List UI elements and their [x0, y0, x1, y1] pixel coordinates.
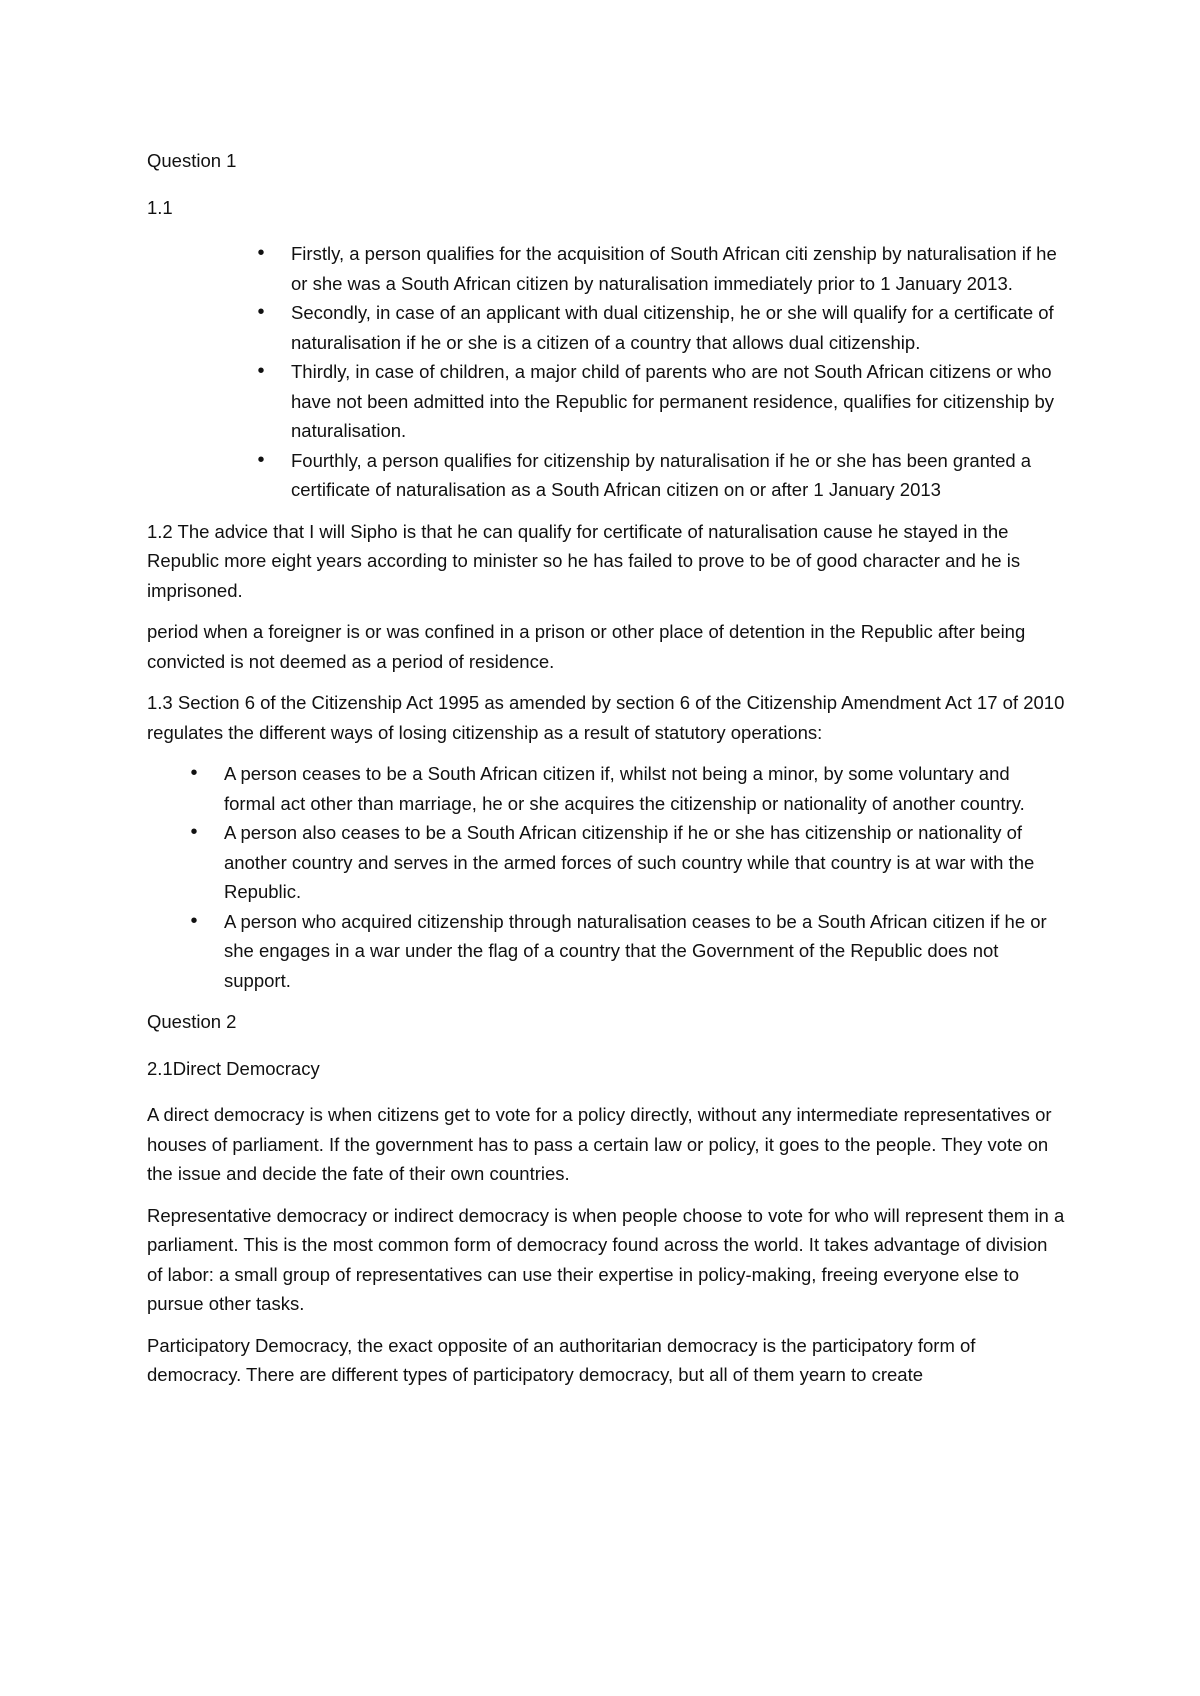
bullet-icon: • — [257, 242, 265, 264]
bullet-icon: • — [257, 360, 265, 382]
representative-democracy-paragraph: Representative democracy or indirect democracy is when people choose to vote for who will represent them in a parliament. This is the most common form of democracy found across the world. It takes advantage of division of labor: a small group of representatives can use their expertise in policy-making, freeing everyone else to pursue other tasks. — [147, 1204, 1065, 1314]
bullet-icon: • — [190, 762, 198, 784]
document-body — [147, 146, 1065, 1402]
list-item — [257, 357, 1065, 446]
list-item-text: Secondly, in case of an applicant with dual citizenship, he or she will qualify for a certificate of naturalisation if he or she is a citizen of a country that allows dual citizenship. — [291, 302, 1054, 353]
list-item-text: A person ceases to be a South African citizen if, whilst not being a minor, by some voluntary and formal act other than marriage, he or she acquires the citizenship or nationality of another country. — [224, 763, 1025, 814]
bullet-icon: • — [257, 448, 265, 471]
list-item-text: Fourthly, a person qualifies for citizenship by naturalisation if he or she has been granted a certificate of naturalisation as a South African citizen on or after 1 January 2013 — [291, 449, 1032, 500]
list-item — [190, 818, 1065, 907]
direct-democracy-paragraph: A direct democracy is when citizens get to vote for a policy directly, without any intermediate representatives or houses of parliament. If the government has to pass a certain law or policy, it goes to the people. They vote on the issue and decide the fate of their own countries. — [147, 1104, 1052, 1184]
list-item — [190, 759, 1065, 818]
bullet-icon: • — [190, 821, 198, 843]
list-item-text: A person who acquired citizenship through naturalisation ceases to be a South African citizen if he or she engages in a war under the flag of a country that the Government of the Republic does not support. — [224, 910, 1047, 991]
list-item — [190, 907, 1065, 996]
list-item-text: Thirdly, in case of children, a major child of parents who are not South African citizens or who have not been admitted into the Republic for permanent residence, qualifies for citizenship by naturalisation. — [291, 361, 1055, 441]
section-1-3-bullet-list — [147, 759, 1065, 995]
participatory-democracy-paragraph: Participatory Democracy, the exact opposite of an authoritarian democracy is the participatory form of democracy. There are different types of participatory democracy, but all of them yearn to create — [147, 1334, 976, 1385]
section-1-3-paragraph: 1.3 Section 6 of the Citizenship Act 1995 as amended by section 6 of the Citizenship Amendment Act 17 of 2010 regulates the different ways of losing citizenship as a result of statutory operations: — [147, 692, 1065, 743]
list-item — [257, 298, 1065, 357]
question-1-title: Question 1 — [147, 150, 237, 171]
section-1-2-paragraph-2: period when a foreigner is or was confined in a prison or other place of detention in the Republic after being convicted is not deemed as a period of residence. — [147, 621, 1026, 672]
bullet-icon: • — [190, 909, 198, 932]
list-item — [257, 239, 1065, 298]
list-item-text: Firstly, a person qualifies for the acquisition of South African citi zenship by naturalisation if he or she was a South African citizen by naturalisation immediately prior to 1 January 2013. — [291, 243, 1057, 294]
section-1-1-bullet-list — [147, 239, 1065, 505]
section-1-1-label: 1.1 — [147, 196, 173, 218]
bullet-icon: • — [257, 301, 265, 323]
section-2-1-heading: 2.1Direct Democracy — [147, 1057, 320, 1079]
question-2-title: Question 2 — [147, 1011, 237, 1032]
list-item-text: A person also ceases to be a South African citizenship if he or she has citizenship or nationality of another country and serves in the armed forces of such country while that country is at war with the Republic. — [224, 822, 1035, 902]
section-1-2-paragraph: 1.2 The advice that I will Sipho is that he can qualify for certificate of naturalisation cause he stayed in the Republic more eight years according to minister so he has failed to prove to be of good character and he is imprisoned. — [147, 520, 1021, 601]
list-item — [257, 446, 1065, 505]
